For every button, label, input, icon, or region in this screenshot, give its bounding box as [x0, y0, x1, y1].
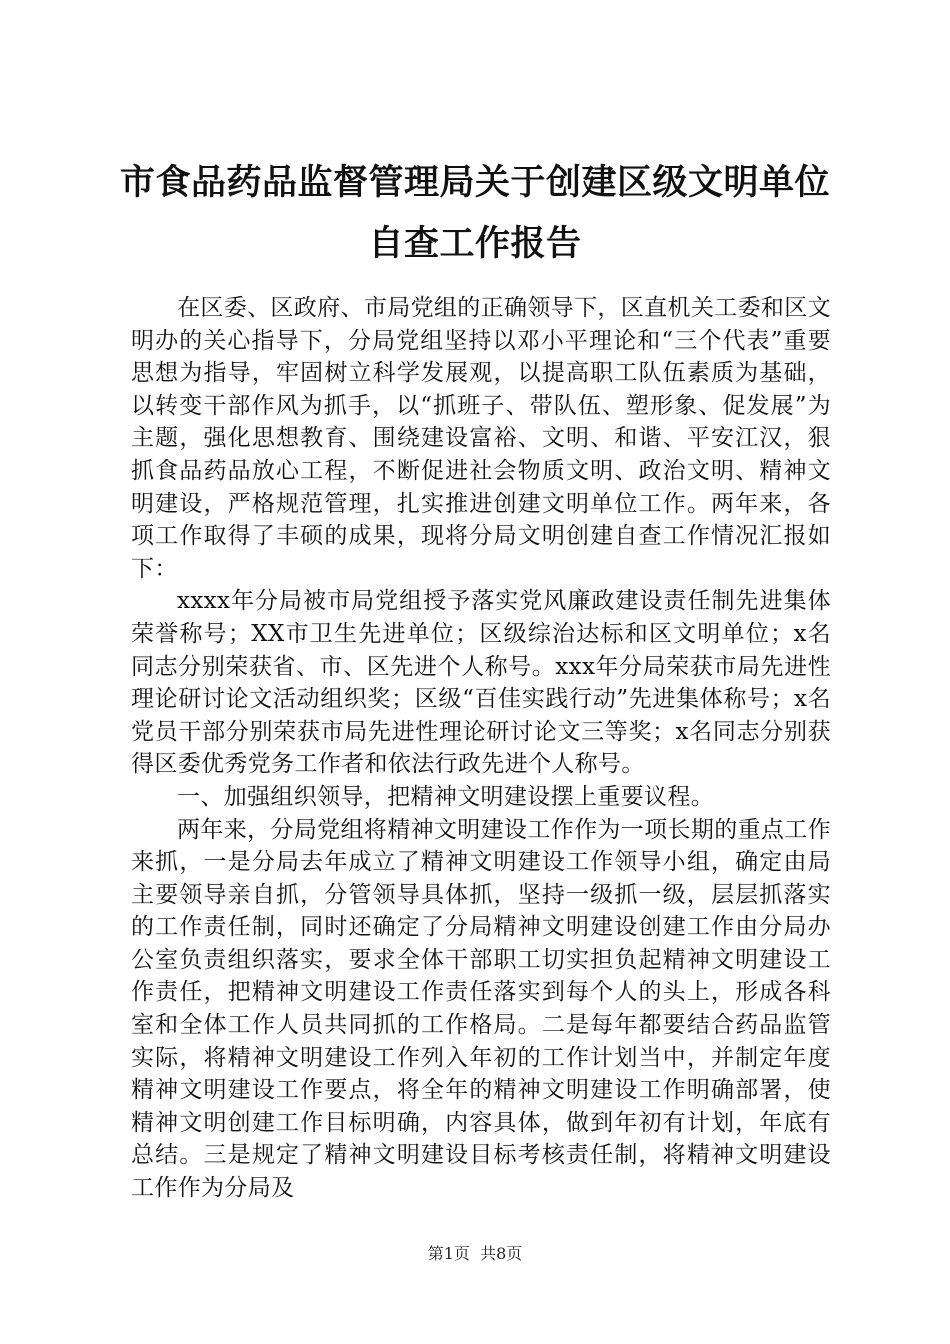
- document-title-line-1: 市食品药品监督管理局关于创建区级文明单位: [120, 163, 831, 203]
- document-body: [131, 292, 831, 1205]
- document-title-line-2: 自查工作报告: [368, 224, 582, 264]
- paragraph-section-1: 两年来，分局党组将精神文明建设工作作为一项长期的重点工作来抓，一是分局去年成立了精神文明建设工作领导小组，确定由局主要领导亲自抓，分管领导具体抓，坚持一级抓一级，层层抓落实的工作责任制，同时还确定了分局精神文明建设创建工作由分局办公室负责组织落实，要求全体干部职工切实担负起精神文明建设工作责任，把精神文明建设工作责任落实到每个人的头上，形成各科室和全体工作人员共同抓的工作格局。二是每年都要结合药品监管实际，将精神文明建设工作列入年初的工作计划当中，并制定年度精神文明建设工作要点，将全年的精神文明建设工作明确部署，使精神文明创建工作目标明确，内容具体，做到年初有计划，年底有总结。三是规定了精神文明建设目标考核责任制，将精神文明建设工作作为分局及: [131, 816, 831, 1202]
- page-footer: [0, 1244, 950, 1264]
- paragraph-intro: 在区委、区政府、市局党组的正确领导下，区直机关工委和区文明办的关心指导下，分局党组坚持以邓小平理论和“三个代表”重要思想为指导，牢固树立科学发展观，以提高职工队伍素质为基础，以转变干部作风为抓手，以“抓班子、带队伍、塑形象、促发展”为主题，强化思想教育、围绕建设富裕、文明、和谐、平安江汉，狠抓食品药品放心工程，不断促进社会物质文明、政治文明、精神文明建设，严格规范管理，扎实推进创建文明单位工作。两年来，各项工作取得了丰硕的成果，现将分局文明创建自查工作情况汇报如下：: [131, 295, 831, 582]
- page-number: 第1页 共8页: [427, 1244, 523, 1263]
- paragraph-honors: xxxx年分局被市局党组授予落实党风廉政建设责任制先进集体荣誉称号；XX市卫生先进单位；区级综治达标和区文明单位；x名同志分别荣获省、市、区先进个人称号。xxx年分局荣获市局先进性理论研讨论文活动组织奖；区级“百佳实践行动”先进集体称号；x名党员干部分别荣获市局先进性理论研讨论文三等奖；x名同志分别获得区委优秀党务工作者和依法行政先进个人称号。: [131, 588, 831, 778]
- section-heading-1: 一、加强组织领导，把精神文明建设摆上重要议程。: [177, 783, 715, 810]
